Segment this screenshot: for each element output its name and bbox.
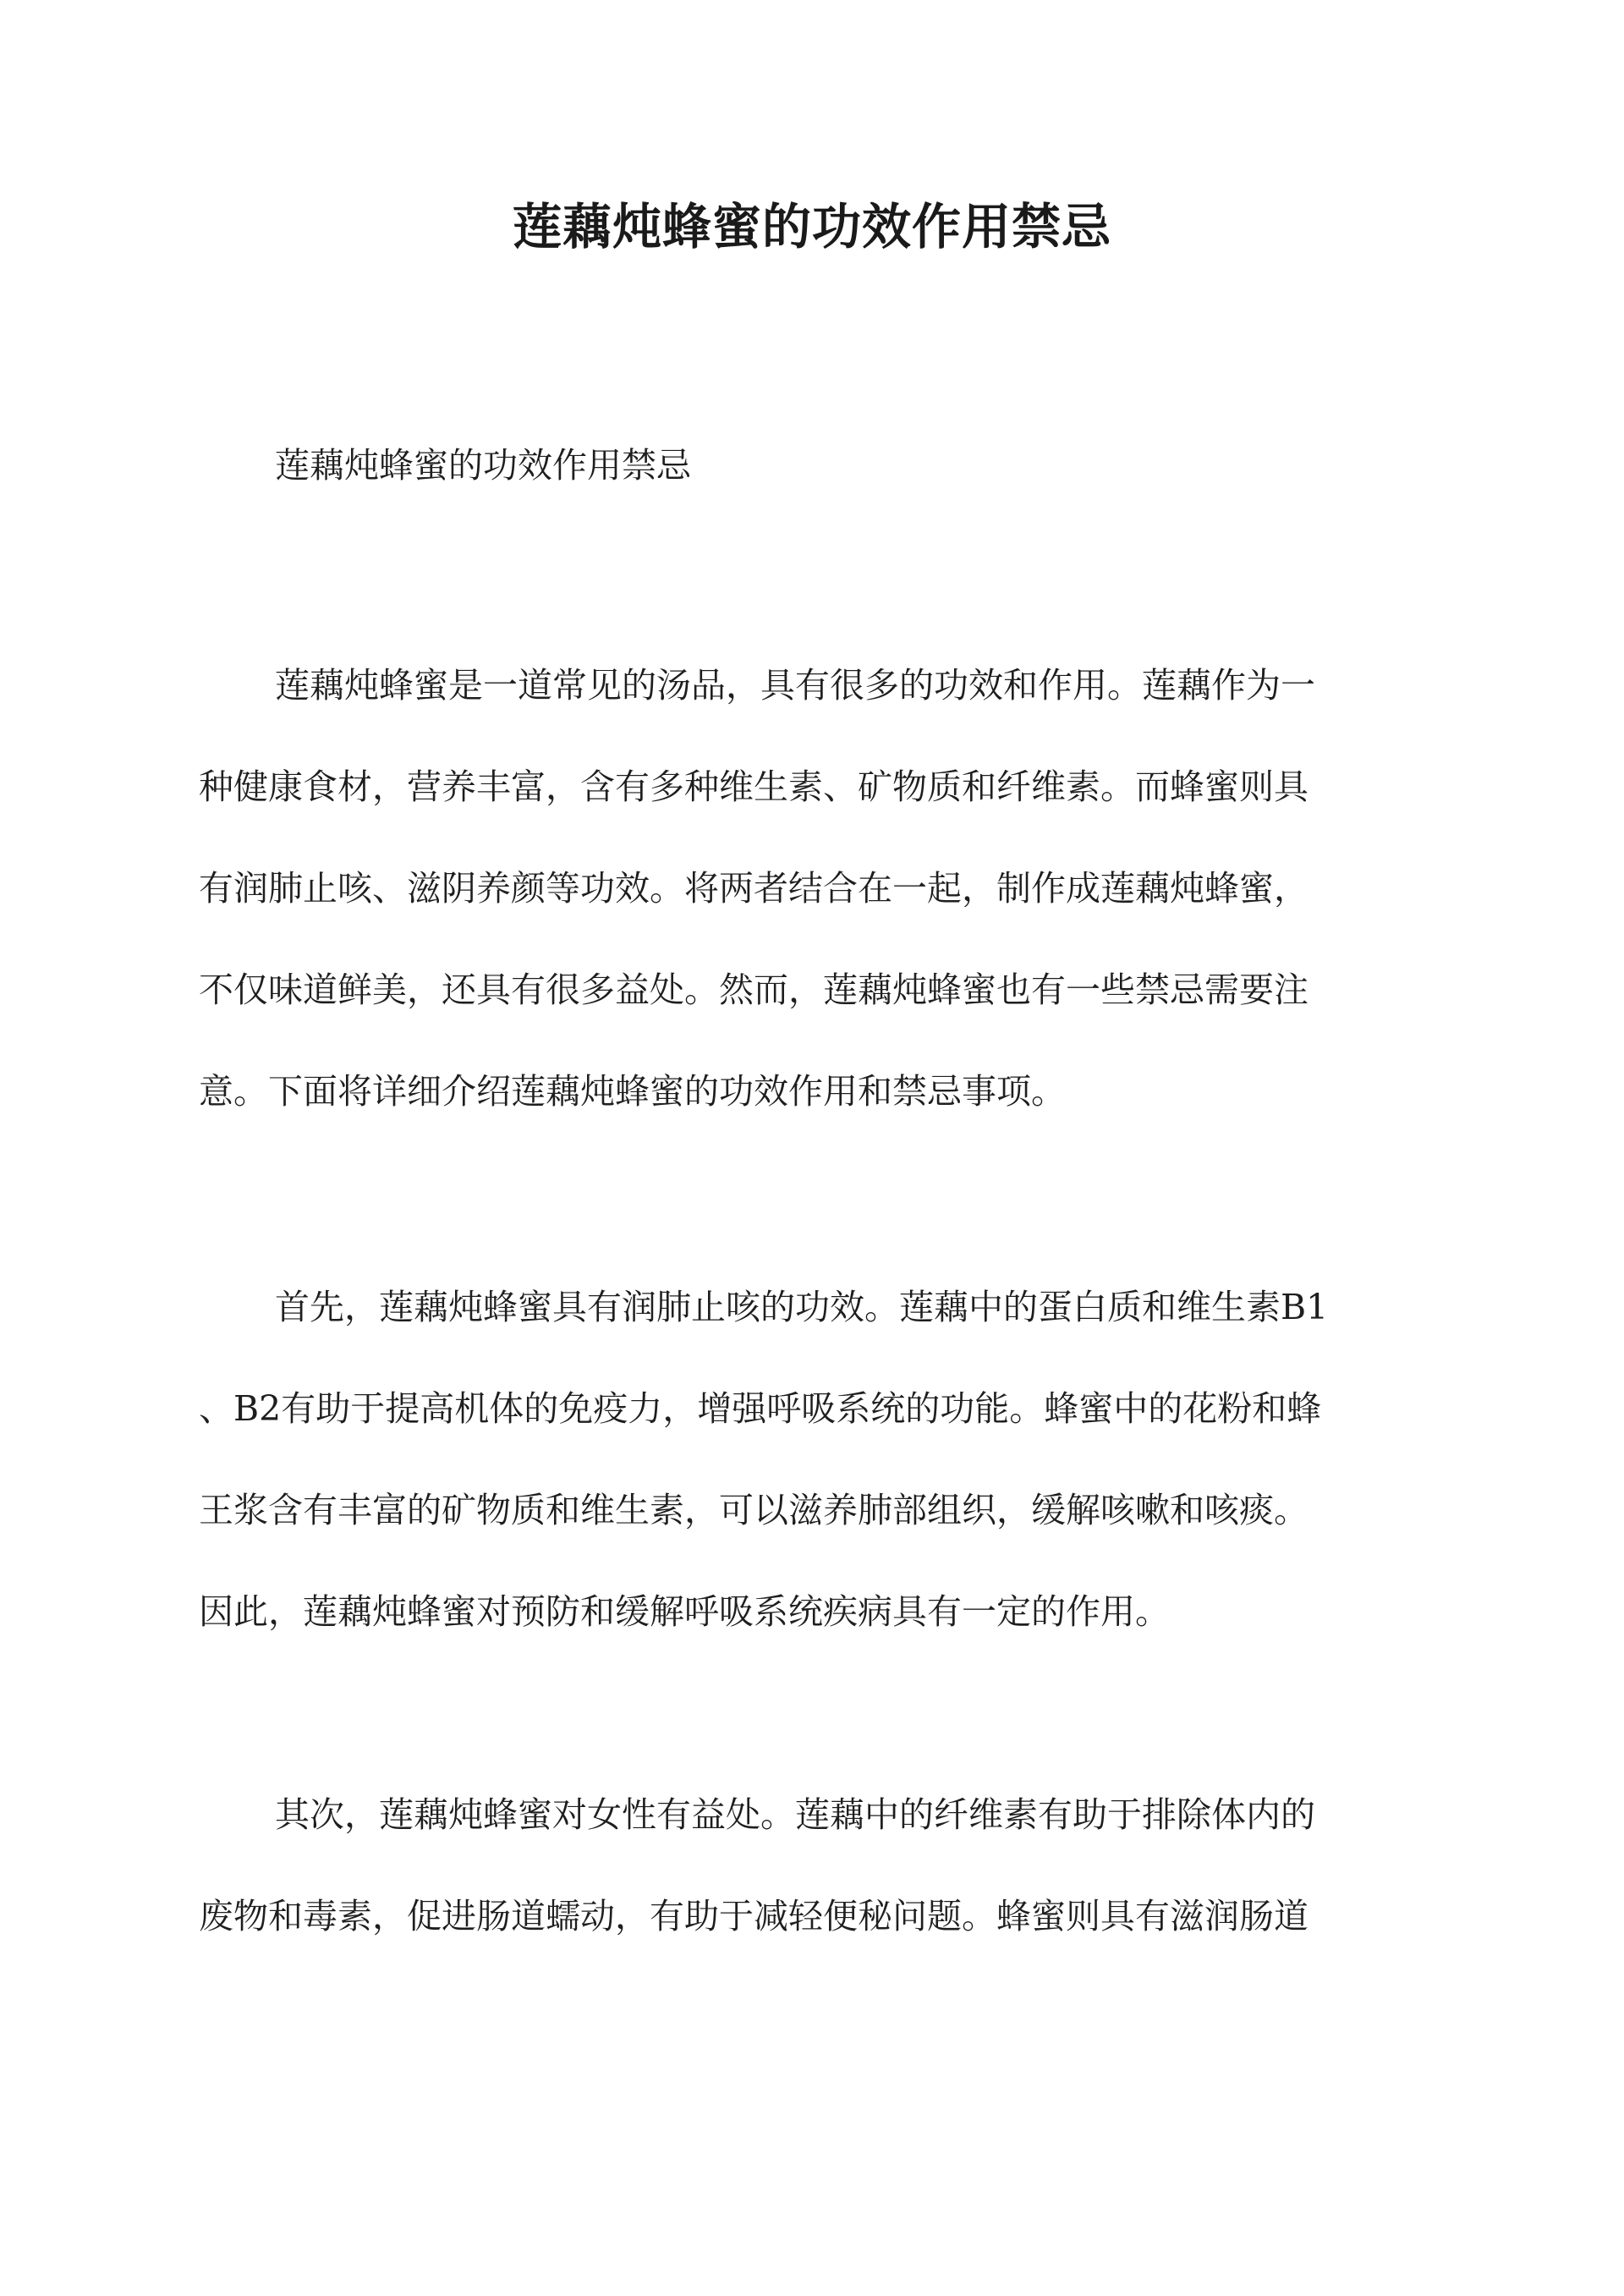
paragraph-line: 首先，莲藕炖蜂蜜具有润肺止咳的功效。莲藕中的蛋白质和维生素B1 — [275, 1287, 1329, 1327]
paragraph-line: 不仅味道鲜美，还具有很多益处。然而，莲藕炖蜂蜜也有一些禁忌需要注 — [199, 969, 1309, 1010]
paragraph-line: 因此，莲藕炖蜂蜜对预防和缓解呼吸系统疾病具有一定的作用。 — [199, 1591, 1170, 1632]
paragraph-line: 废物和毒素，促进肠道蠕动，有助于减轻便秘问题。蜂蜜则具有滋润肠道 — [199, 1896, 1309, 1936]
paragraph-line: 意。下面将详细介绍莲藕炖蜂蜜的功效作用和禁忌事项。 — [199, 1071, 1066, 1112]
paragraph-line: 其次，莲藕炖蜂蜜对女性有益处。莲藕中的纤维素有助于排除体内的 — [275, 1794, 1315, 1835]
paragraph-intro — [199, 634, 1425, 1142]
paragraph-line: 莲藕炖蜂蜜是一道常见的汤品，具有很多的功效和作用。莲藕作为一 — [275, 665, 1315, 706]
paragraph-line: 、B2有助于提高机体的免疫力，增强呼吸系统的功能。蜂蜜中的花粉和蜂 — [199, 1388, 1322, 1429]
paragraph-second-point — [199, 1764, 1425, 1967]
paragraph-line: 王浆含有丰富的矿物质和维生素，可以滋养肺部组织，缓解咳嗽和咳痰。 — [199, 1490, 1309, 1530]
paragraph-line: 种健康食材，营养丰富，含有多种维生素、矿物质和纤维素。而蜂蜜则具 — [199, 766, 1309, 807]
paragraph-line: 有润肺止咳、滋阴养颜等功效。将两者结合在一起，制作成莲藕炖蜂蜜， — [199, 868, 1309, 909]
paragraph-first-point — [199, 1256, 1425, 1662]
document-title: 莲藕炖蜂蜜的功效作用禁忌 — [512, 198, 1111, 255]
document-subtitle: 莲藕炖蜂蜜的功效作用禁忌 — [275, 445, 691, 486]
